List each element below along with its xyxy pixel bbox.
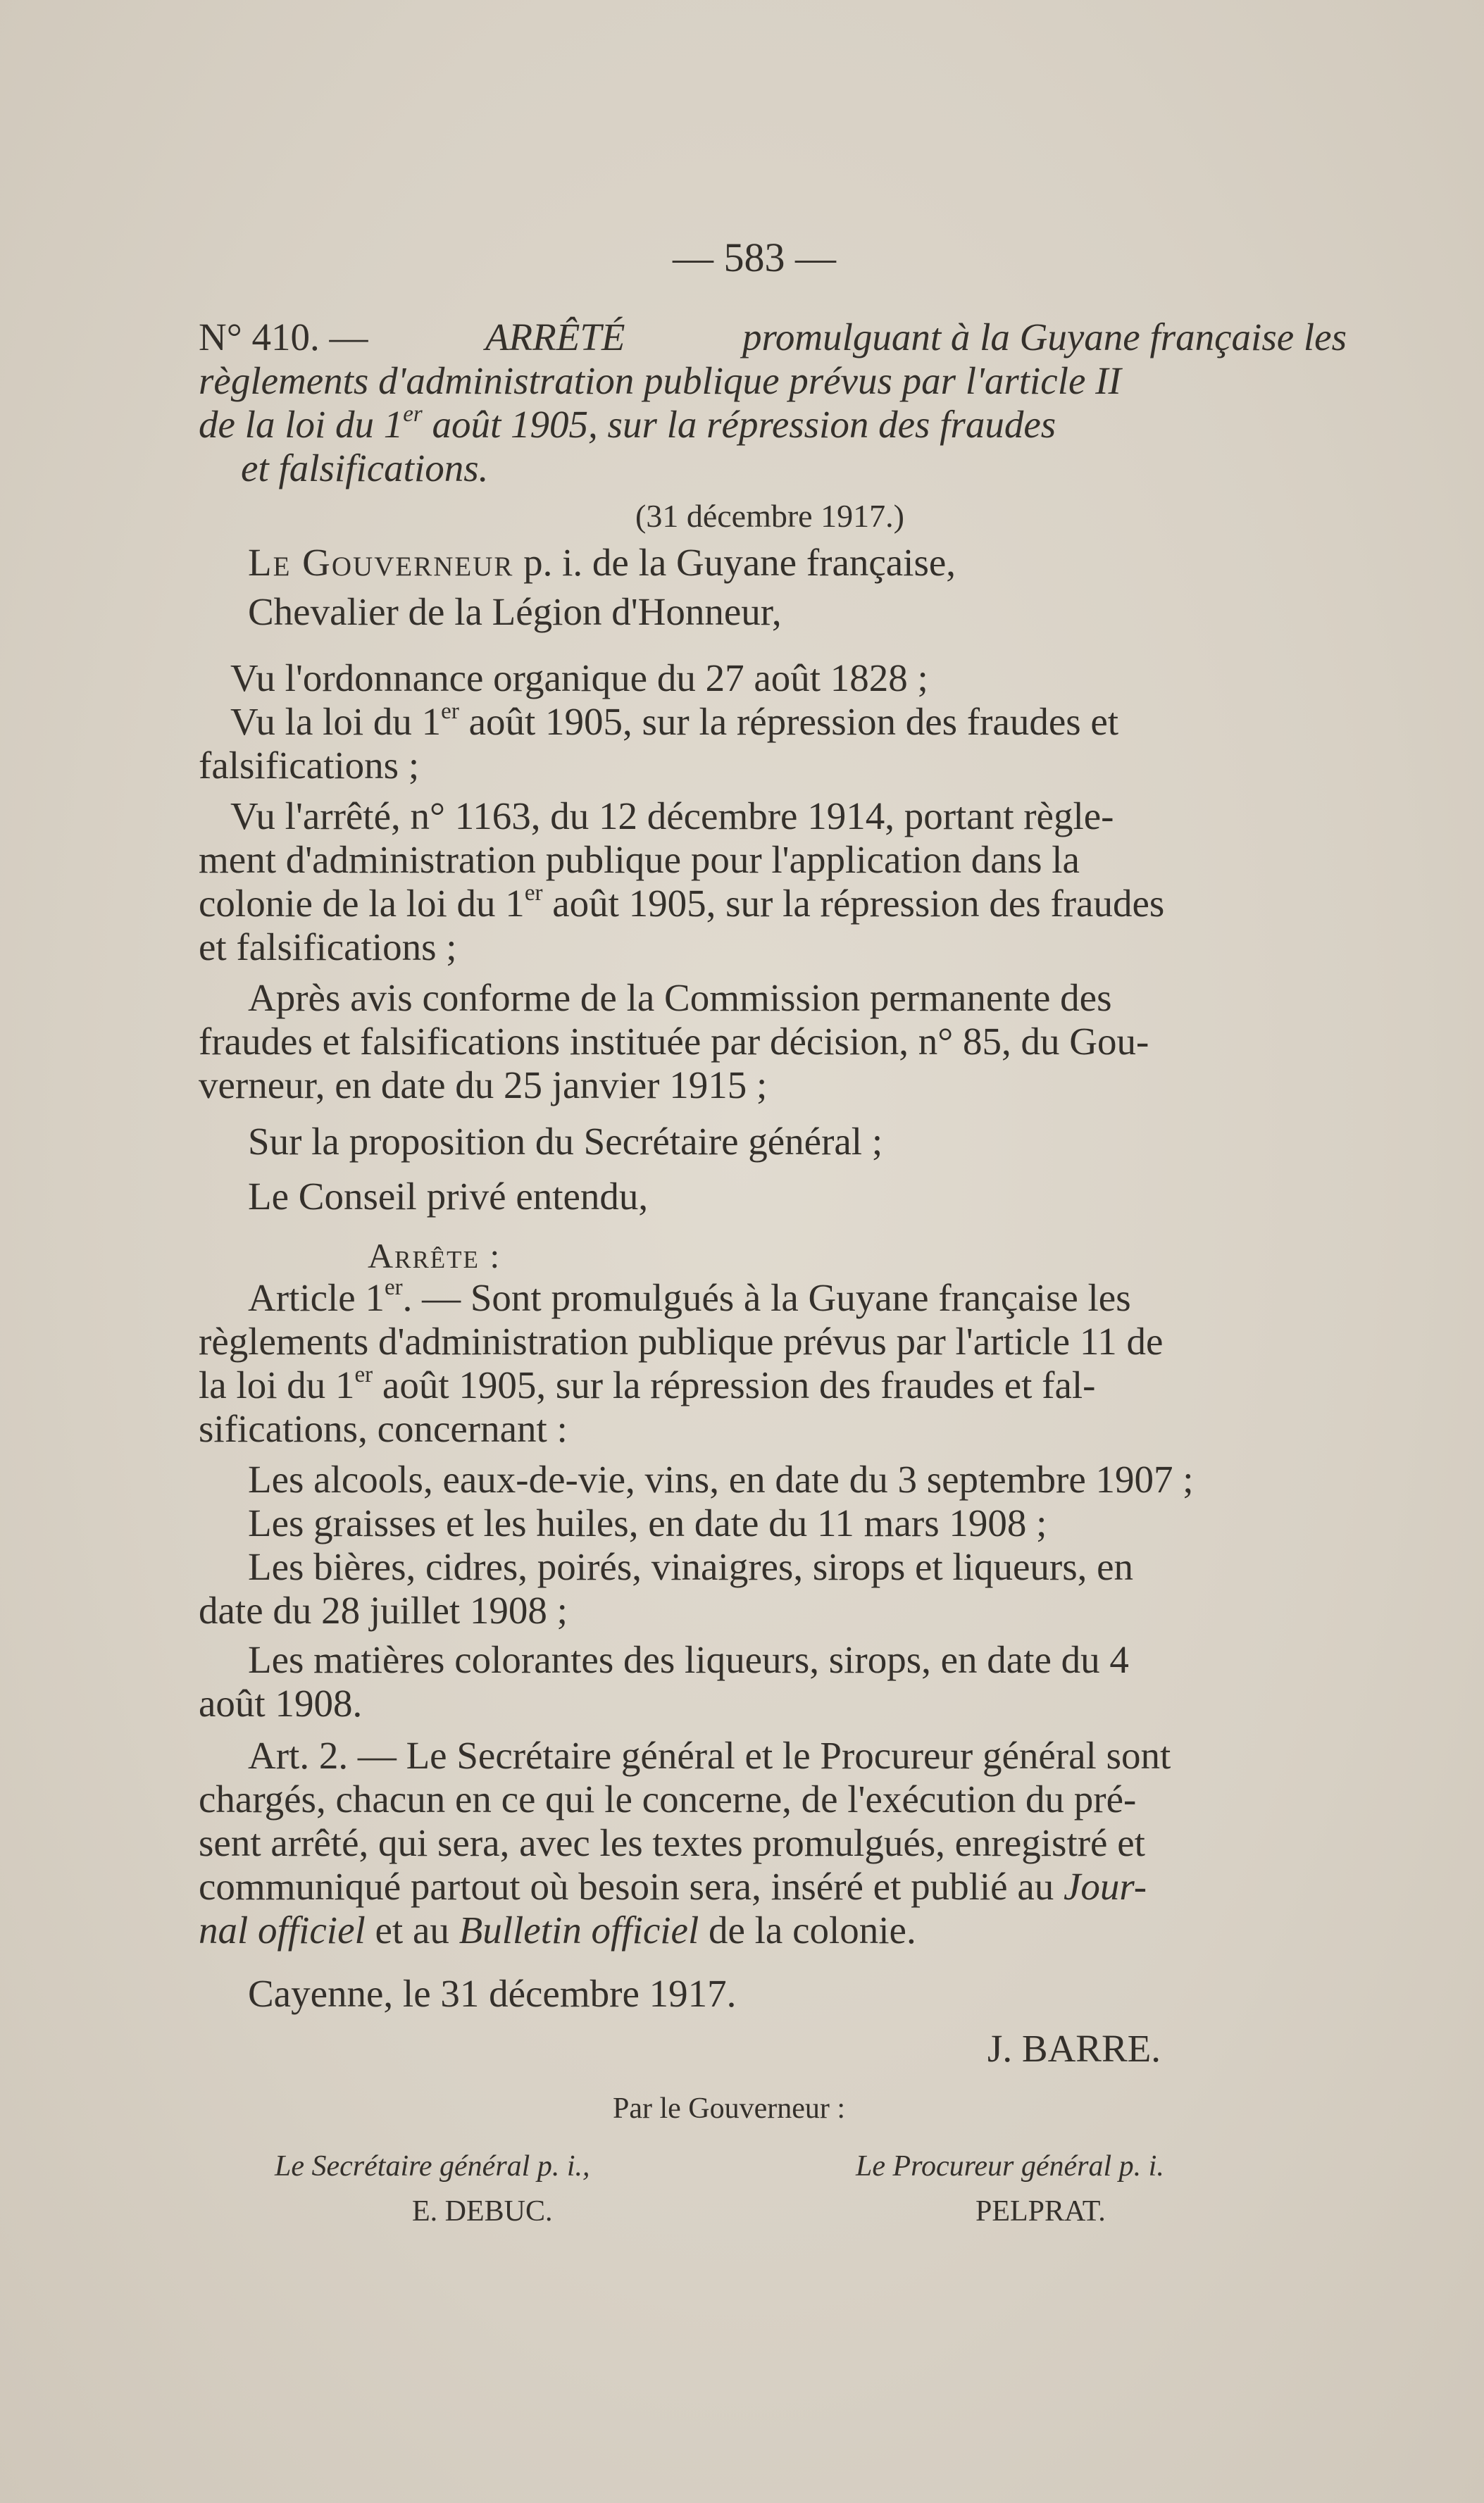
governor-signature: J. BARRE. [987,2027,1161,2070]
apres-avis-line-2: fraudes et falsifications instituée par décision, n° 85, du Gou- [199,1020,1149,1063]
article-2-line-1: Art. 2. — Le Secrétaire général et le Procureur général sont [248,1734,1171,1777]
vu-loi-line-1: Vu la loi du 1er août 1905, sur la répression des fraudes et [230,698,1119,743]
procureur-name: PELPRAT. [975,2195,1106,2228]
article-1-graisses: Les graisses et les huiles, en date du 11 mars 1908 ; [248,1502,1047,1544]
vu-loi-line-2: falsifications ; [199,744,420,787]
article-1-matieres-line-1: Les matières colorantes des liqueurs, sirops, en date du 4 [248,1638,1129,1681]
article-2-line-4: communiqué partout où besoin sera, inséré et publié au Jour- [199,1865,1147,1908]
place-date: Cayenne, le 31 décembre 1917. [248,1972,737,2015]
title-line-2: règlements d'administration publique prévus par l'article II [199,359,1121,402]
title-line-1: N° 410. — ARRÊTÉ promulguant à la Guyane française les [199,316,1347,358]
article-1-alcools: Les alcools, eaux-de-vie, vins, en date du 3 septembre 1907 ; [248,1458,1194,1501]
sur-proposition: Sur la proposition du Secrétaire général ; [248,1120,883,1163]
article-1-bieres-line-2: date du 28 juillet 1908 ; [199,1589,568,1632]
conseil-prive: Le Conseil privé entendu, [248,1175,649,1218]
article-1-line-2: règlements d'administration publique prévus par l'article 11 de [199,1320,1164,1363]
vu-ordonnance: Vu l'ordonnance organique du 27 août 1828 ; [230,656,928,699]
title-line-4: et falsifications. [241,447,489,489]
article-1-line-4: sifications, concernant : [199,1407,568,1450]
page-number: — 583 — [673,235,836,280]
arrete-heading: Arrête : [368,1236,501,1275]
procureur-title: Le Procureur général p. i. [856,2150,1164,2183]
apres-avis-line-1: Après avis conforme de la Commission permanente des [248,976,1112,1019]
decree-date: (31 décembre 1917.) [635,498,904,534]
title-line-3: de la loi du 1er août 1905, sur la répression des fraudes [199,401,1056,446]
governor-line: Le Gouverneur p. i. de la Guyane française, [248,541,956,584]
chevalier-line: Chevalier de la Légion d'Honneur, [248,590,782,633]
par-le-gouverneur: Par le Gouverneur : [613,2092,846,2125]
article-1-bieres-line-1: Les bières, cidres, poirés, vinaigres, sirops et liqueurs, en [248,1545,1134,1588]
vu-arrete-line-2: ment d'administration publique pour l'application dans la [199,838,1080,881]
article-1-line-1: Article 1er. — Sont promulgués à la Guyane française les [248,1274,1131,1319]
decree-number: N° 410. — [199,316,368,358]
vu-arrete-line-3: colonie de la loi du 1er août 1905, sur la répression des fraudes [199,880,1165,925]
article-2-line-5: nal officiel et au Bulletin officiel de la colonie. [199,1909,916,1952]
secretaire-name: E. DEBUC. [412,2195,553,2228]
article-1-line-3: la loi du 1er août 1905, sur la répression des fraudes et fal- [199,1361,1096,1406]
vu-arrete-line-1: Vu l'arrêté, n° 1163, du 12 décembre 1914, portant règle- [230,794,1114,837]
article-1-matieres-line-2: août 1908. [199,1682,363,1725]
decree-type: ARRÊTÉ [485,316,625,358]
vu-arrete-line-4: et falsifications ; [199,925,457,968]
article-2-line-3: sent arrêté, qui sera, avec les textes promulgués, enregistré et [199,1821,1145,1864]
apres-avis-line-3: verneur, en date du 25 janvier 1915 ; [199,1063,768,1106]
secretaire-title: Le Secrétaire général p. i., [275,2150,590,2183]
article-2-line-2: chargés, chacun en ce qui le concerne, de l'exécution du pré- [199,1778,1137,1821]
